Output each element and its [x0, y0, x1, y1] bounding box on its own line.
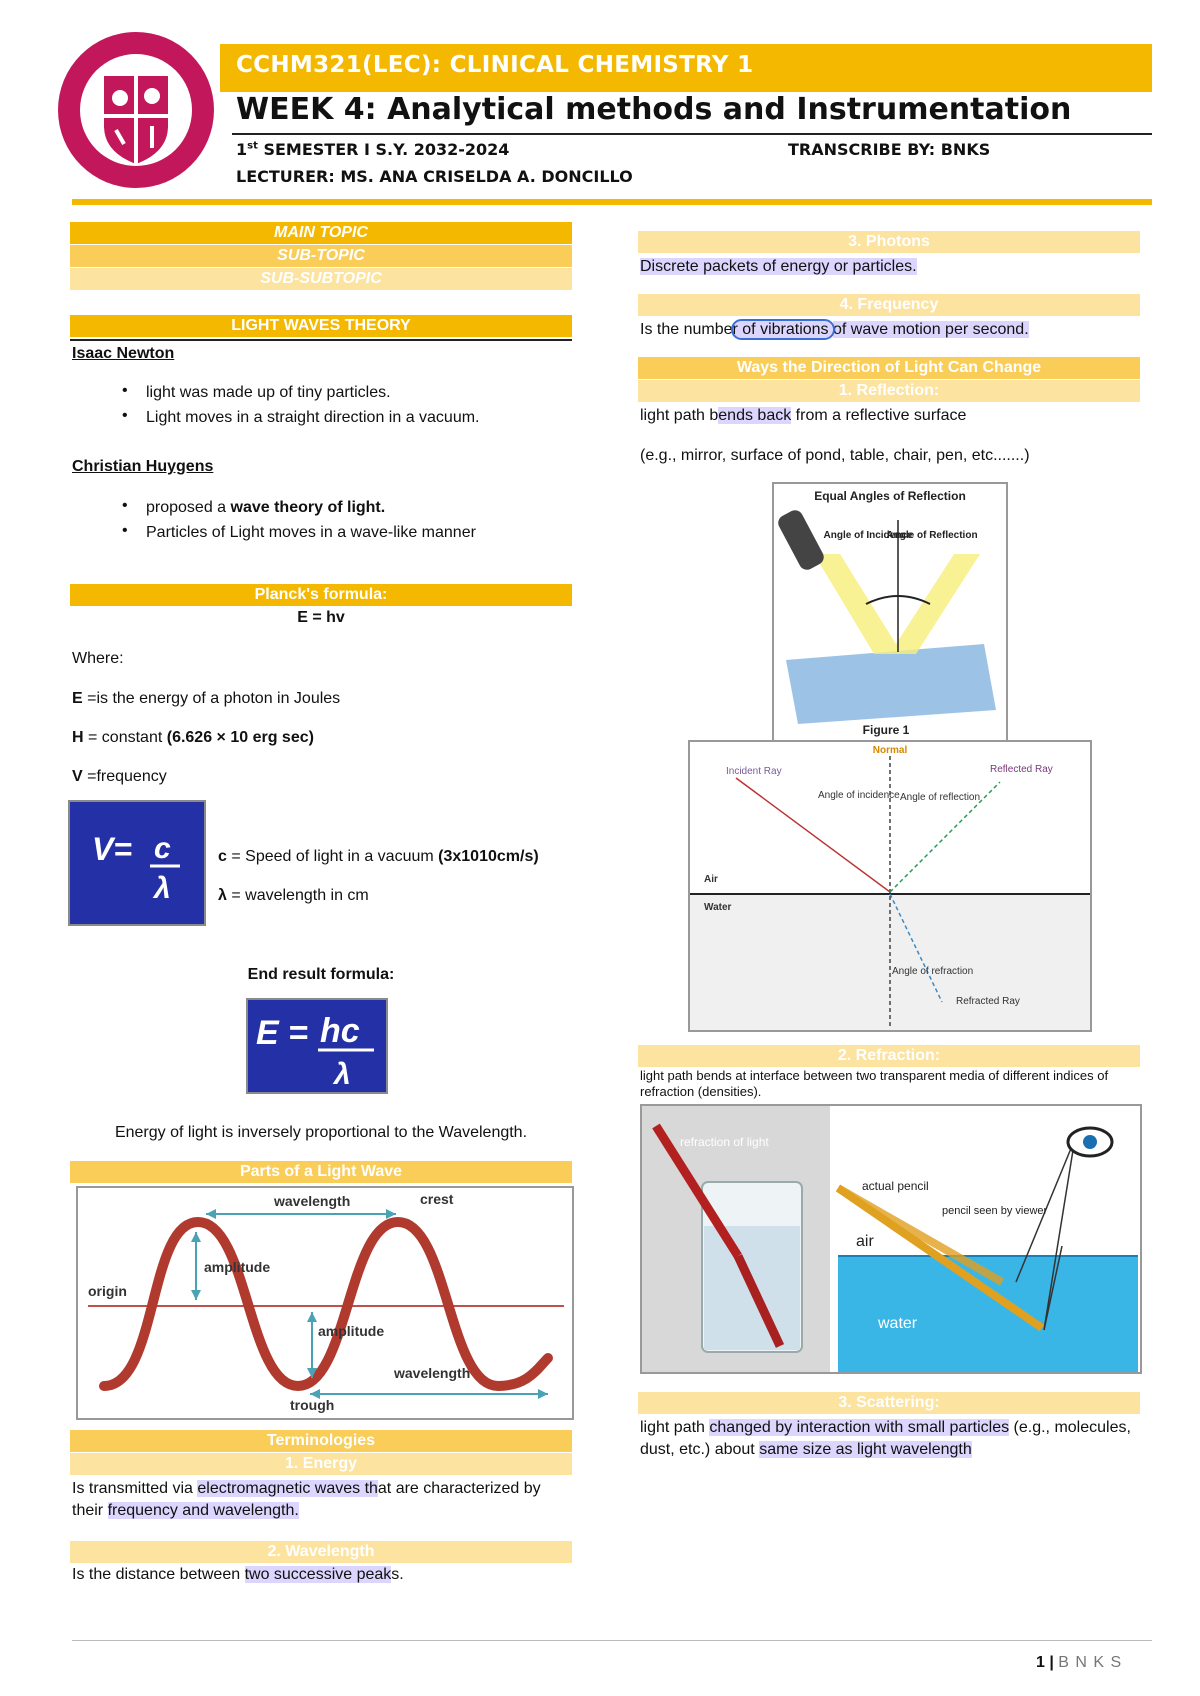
h-definition: H = constant (6.626 × 10 erg sec): [72, 729, 314, 746]
e-definition: E =is the energy of a photon in Joules: [72, 690, 341, 707]
legend-main-topic: MAIN TOPIC: [70, 222, 572, 244]
energy-heading: 1. Energy: [70, 1453, 572, 1475]
wavelength-heading: 2. Wavelength: [70, 1541, 572, 1563]
photons-definition: Discrete packets of energy or particles.: [640, 258, 917, 275]
fig1-angle-reflection: Angle of Reflection: [886, 530, 978, 541]
reflection-figure-1: [772, 482, 1008, 742]
huygens-heading: Christian Huygens: [72, 458, 214, 475]
wave-diagram: [76, 1186, 574, 1420]
svg-text:E =: E =: [256, 1014, 308, 1052]
fig3-actual-pencil: actual pencil: [862, 1179, 929, 1193]
bullet-icon: •: [122, 522, 128, 539]
planck-formula: E = hv: [297, 609, 345, 626]
legend-sub-topic: SUB-TOPIC: [70, 245, 572, 267]
wave-label-origin: origin: [88, 1283, 127, 1299]
c-definition: c = Speed of light in a vacuum (3x1010cm/s): [218, 848, 539, 865]
fig2-incident-ray: Incident Ray: [726, 766, 782, 777]
photons-heading: 3. Photons: [638, 231, 1140, 253]
fig2-reflected-ray: Reflected Ray: [990, 764, 1053, 775]
fig1-angle-incidence: Angle of Incidence: [823, 530, 913, 541]
where-label: Where:: [72, 650, 124, 667]
reflection-heading: 1. Reflection:: [638, 380, 1140, 402]
bullet-icon: •: [122, 382, 128, 399]
reflection-examples: (e.g., mirror, surface of pond, table, chair, pen, etc.......): [640, 447, 1030, 464]
fig3-photo-label: refraction of light: [680, 1135, 769, 1149]
lecturer: LECTURER: MS. ANA CRISELDA A. DONCILLO: [236, 167, 633, 186]
planck-heading: Planck's formula:: [70, 584, 572, 606]
scattering-heading: 3. Scattering:: [638, 1392, 1140, 1414]
newton-point-1: light was made up of tiny particles.: [146, 384, 391, 401]
energy-definition: Is transmitted via electromagnetic waves that are characterized by their frequency and wavelength.: [72, 1480, 541, 1519]
university-logo: [56, 30, 216, 190]
footer-divider: [72, 1640, 1152, 1641]
lambda-definition: λ = wavelength in cm: [218, 887, 369, 904]
fig2-angle-refraction: Angle of refraction: [892, 966, 974, 977]
ways-heading: Ways the Direction of Light Can Change: [638, 357, 1140, 379]
parts-heading: Parts of a Light Wave: [70, 1161, 572, 1183]
refraction-heading: 2. Refraction:: [638, 1045, 1140, 1067]
refraction-definition: light path bends at interface between two transparent media of different indices of refraction (densities).: [640, 1068, 1109, 1099]
course-title: CCHM321(LEC): CLINICAL CHEMISTRY 1: [236, 52, 754, 78]
legend-sub-subtopic: SUB-SUBTOPIC: [70, 268, 572, 290]
energy-formula-image: [246, 998, 388, 1094]
page-footer: 1 | B N K S: [1036, 1654, 1123, 1671]
svg-text:λ: λ: [334, 1058, 351, 1091]
light-waves-heading: LIGHT WAVES THEORY: [70, 315, 572, 337]
scattering-definition: light path changed by interaction with small particles (e.g., molecules, dust, etc.) about same size as light wavelength: [640, 1419, 1131, 1458]
wave-label-amplitude-top: amplitude: [204, 1259, 271, 1275]
bullet-icon: •: [122, 497, 128, 514]
wave-label-amplitude-bottom: amplitude: [318, 1323, 385, 1339]
fig2-refracted-ray: Refracted Ray: [956, 996, 1020, 1007]
fig1-title: Equal Angles of Reflection: [814, 489, 966, 503]
fig2-water: Water: [704, 902, 732, 913]
terminologies-heading: Terminologies: [70, 1430, 572, 1452]
reflection-definition: light path bends back from a reflective surface: [640, 407, 967, 424]
fig3-water: water: [878, 1315, 918, 1332]
wave-label-trough: trough: [290, 1397, 335, 1413]
fig3-seen-pencil: pencil seen by viewer: [942, 1205, 1048, 1217]
fig2-air: Air: [704, 874, 718, 885]
refraction-figure: [640, 1104, 1142, 1374]
wave-label-wavelength-top: wavelength: [274, 1193, 351, 1209]
svg-text:V=: V=: [92, 831, 133, 867]
end-result-heading: End result formula:: [247, 966, 395, 983]
huygens-point-1: proposed a wave theory of light.: [146, 499, 386, 516]
frequency-formula-image: [68, 800, 206, 926]
huygens-point-2: Particles of Light moves in a wave-like manner: [146, 524, 476, 541]
svg-text:c: c: [154, 832, 171, 865]
svg-text:λ: λ: [154, 872, 171, 905]
v-definition: V =frequency: [72, 768, 167, 785]
transcriber: TRANSCRIBE BY: BNKS: [788, 140, 991, 159]
newton-heading: Isaac Newton: [72, 345, 175, 362]
week-title: WEEK 4: Analytical methods and Instrumentation: [236, 92, 1072, 127]
frequency-definition: Is the number of vibrations of wave motion per second.: [640, 321, 1029, 338]
svg-text:hc: hc: [320, 1012, 360, 1050]
header-gold-divider: [72, 199, 1152, 205]
fig2-angle-incidence: Angle of incidence: [818, 790, 900, 801]
fig3-air: air: [856, 1233, 874, 1250]
wavelength-definition: Is the distance between two successive peaks.: [72, 1566, 404, 1583]
inverse-note: Energy of light is inversely proportional to the Wavelength.: [114, 1124, 528, 1141]
fig2-angle-reflection: Angle of reflection: [900, 792, 981, 803]
wave-label-wavelength-bottom: wavelength: [394, 1365, 471, 1381]
fig1-caption: Figure 1: [862, 723, 910, 737]
header-divider: [232, 133, 1152, 135]
newton-point-2: Light moves in a straight direction in a vacuum.: [146, 409, 480, 426]
fig2-normal: Normal: [872, 745, 908, 756]
bullet-icon: •: [122, 407, 128, 424]
wave-label-crest: crest: [420, 1191, 454, 1207]
frequency-heading: 4. Frequency: [638, 294, 1140, 316]
semester-line: 1st SEMESTER I S.Y. 2032-2024: [236, 140, 510, 159]
heading-underline: [70, 339, 572, 341]
reflection-refraction-diagram: [688, 740, 1092, 1032]
